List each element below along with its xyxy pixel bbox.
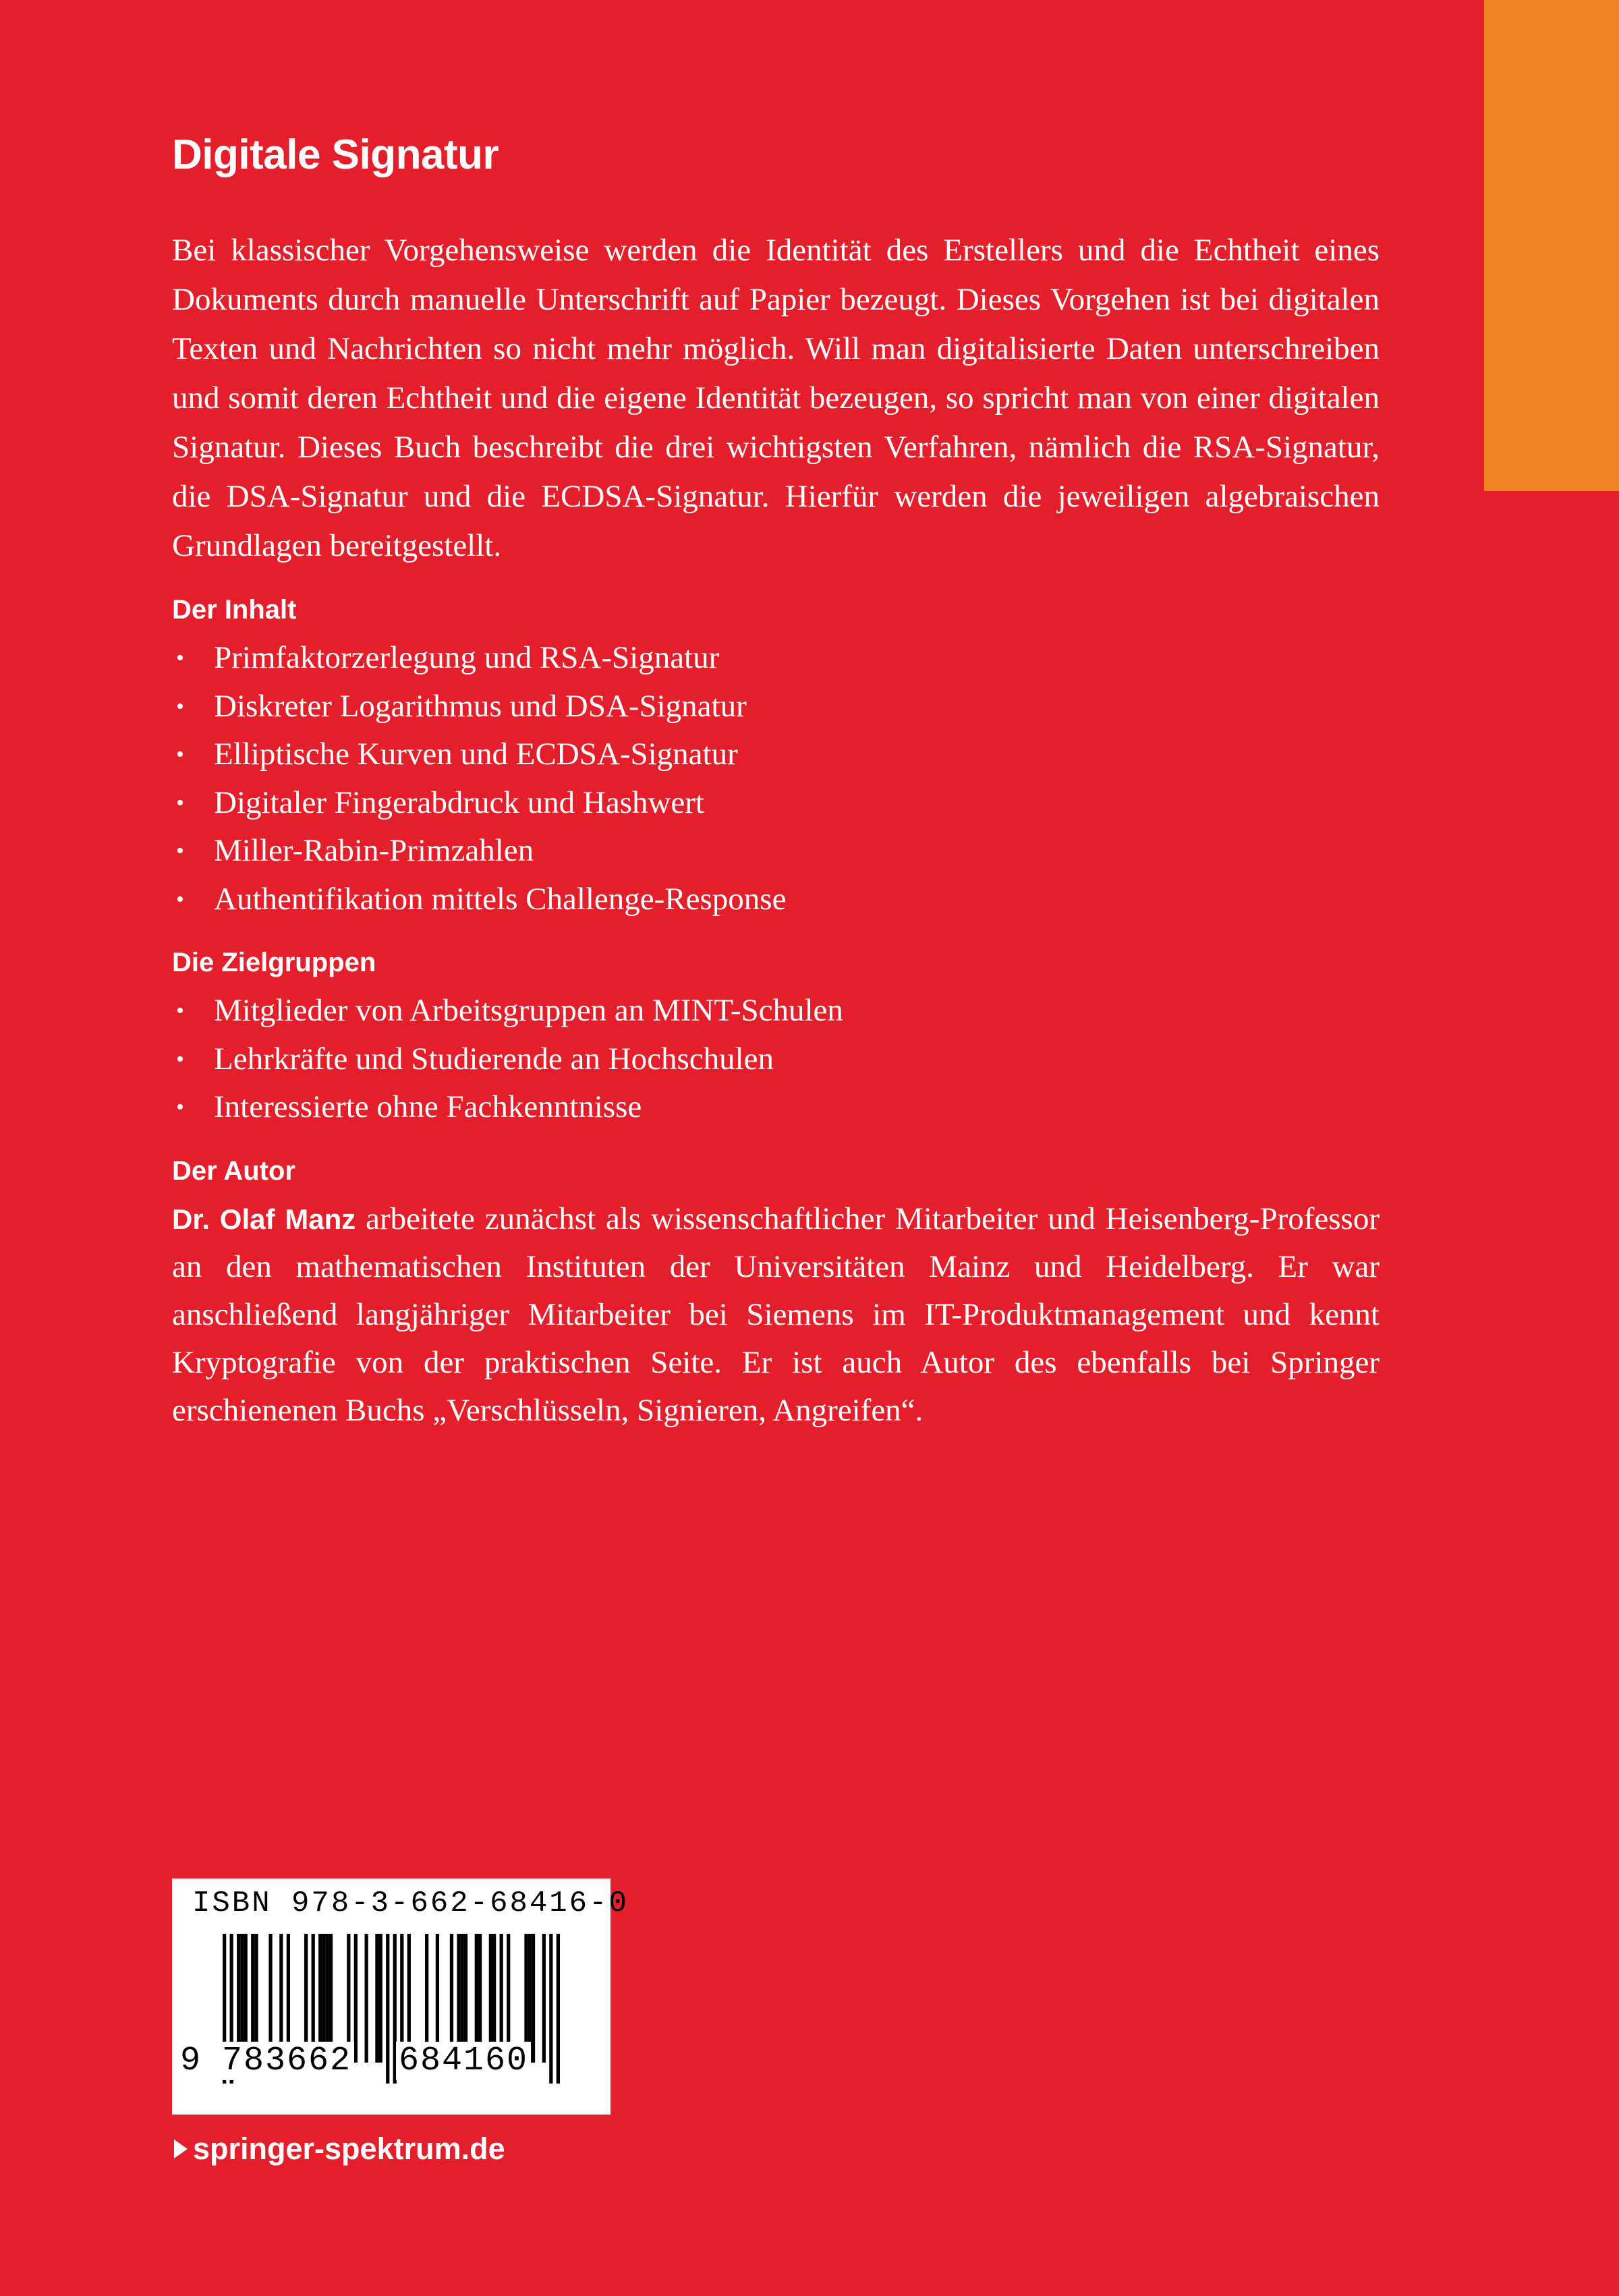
blurb-paragraph: Bei klassischer Vorgehensweise werden die Identität des Erstellers und die Echtheit eines Dokuments durch manuelle Unterschrift auf Papier bezeugt. Dieses Vorgehen ist bei digitalen Texten und Nachrichten so nicht mehr möglich. Will man digitalisierte Daten unterschreiben und somit deren Echtheit und die eigene Identität bezeugen, so spricht man von einer digitalen Signatur. Dieses Buch beschreibt die drei wichtigsten Verfahren, nämlich die RSA-Signatur, die DSA-Signatur und die ECDSA-Signatur. Hierfür werden die jeweiligen algebraischen Grundlagen bereitgestellt. [172,233,1380,563]
isbn-number: ISBN 978-3-662-68416-0 [192,1887,629,1920]
list-item: • Mitglieder von Arbeitsgruppen an MINT-Schulen [172,987,1380,1035]
arrow-right-icon [174,2140,188,2158]
barcode-guard-bar [557,1934,560,2084]
barcode-guard-bar [386,1934,389,2084]
bullet-icon: • [176,886,184,912]
bullet-icon: • [176,693,184,719]
list-item: • Interessierte ohne Fachkenntnisse [172,1083,1380,1132]
list-item: • Lehrkräfte und Studierende an Hochschulen [172,1035,1380,1084]
barcode-bar [532,1934,535,2063]
author-name: Dr. Olaf Manz [172,1203,356,1235]
book-title: Digitale Signatur [172,132,499,178]
ean-left-digits: 783662 [219,2042,354,2080]
bullet-icon: • [176,790,184,815]
barcode-bar [542,1934,546,2063]
barcode-bar [365,1934,368,2063]
zielgruppen-heading: Die Zielgruppen [172,948,376,977]
inhalt-heading: Der Inhalt [172,595,297,625]
barcode-bar [354,1934,358,2063]
list-item: • Digitaler Fingerabdruck und Hashwert [172,779,1380,828]
ean-first-digit: 9 [180,2042,202,2080]
barcode-bar [375,1934,378,2063]
barcode-bar [379,1934,382,2063]
bullet-icon: • [176,998,184,1023]
bullet-icon: • [176,1046,184,1072]
list-item: • Authentifikation mittels Challenge-Response [172,876,1380,924]
list-item: • Elliptische Kurven und ECDSA-Signatur [172,730,1380,779]
inhalt-list [172,634,1380,923]
orange-corner-tab [1484,0,1619,491]
isbn-barcode [172,1878,629,2115]
author-paragraph [172,1195,1380,1435]
bullet-icon: • [176,742,184,767]
zielgruppen-list [172,987,1380,1132]
autor-heading: Der Autor [172,1155,295,1186]
back-cover-content [172,125,1380,1435]
list-item: • Diskreter Logarithmus und DSA-Signatur [172,683,1380,731]
barcode-guard-bar [549,1934,552,2084]
publisher-url[interactable]: springer-spektrum.de [174,2129,505,2169]
list-item: • Miller-Rabin-Primzahlen [172,827,1380,876]
author-bio: arbeitete zunächst als wissenschaftlicher Mitarbeiter und Heisenberg-Professor an den mathematischen Instituten der Universitäten Mainz und Heidelberg. Er war anschließend langjähriger Mitarbeiter bei Siemens im IT-Produktmanagement und kennt Kryptografie von der praktischen Seite. Er ist auch Autor des ebenfalls bei Springer erschienenen Buchs „Verschlüsseln, Signieren, Angreifen“. [172,1201,1380,1428]
ean-right-digits: 684160 [396,2042,531,2080]
list-item: • Primfaktorzerlegung und RSA-Signatur [172,634,1380,683]
bullet-icon: • [176,645,184,670]
bullet-icon: • [176,838,184,863]
bullet-icon: • [176,1095,184,1120]
